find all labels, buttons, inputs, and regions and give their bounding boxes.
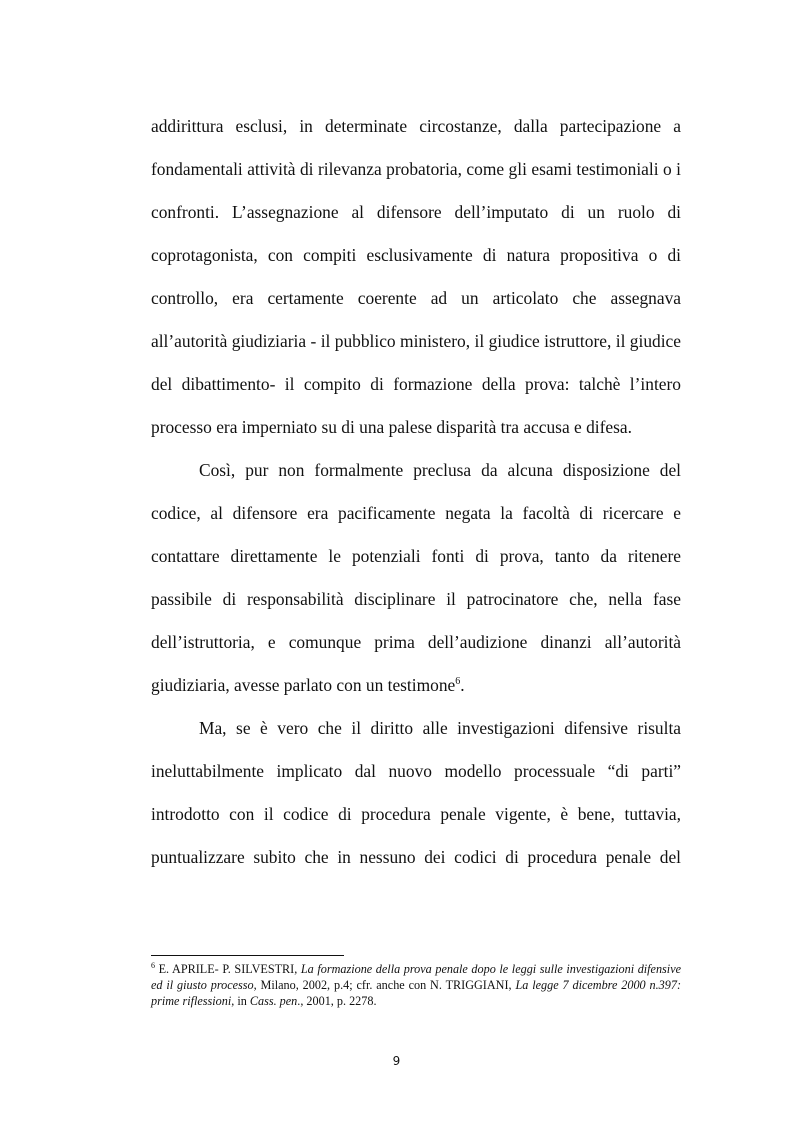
- footnote-separator: [151, 955, 344, 956]
- paragraph-3: Ma, se è vero che il diritto alle investigazioni difensive risulta ineluttabilmente implicato dal nuovo modello processuale “di parti” introdotto con il codice di procedura penale vigente, è bene, tuttavia, puntualizzare subito che in nessuno dei codici di procedura penale del: [151, 718, 681, 867]
- paragraph-2-end: .: [460, 675, 465, 695]
- footnote-journal: Cass. pen: [249, 994, 298, 1008]
- footnote-title-1: La formazione della prova penale dopo le leggi sulle investigazioni difensive ed il giusto processo: [151, 962, 682, 992]
- footnote-ref[interactable]: 6: [455, 676, 461, 688]
- paragraph-2: [151, 449, 681, 707]
- footnote-pub-2a: , in: [231, 994, 247, 1008]
- footnote-pub-2b: ., 2001, p. 2278.: [297, 994, 377, 1008]
- footnote-title-2: La legge 7 dicembre 2000 n.397: prime riflessioni: [151, 978, 682, 1008]
- body-text: [151, 105, 681, 879]
- footnote-authors: E. APRILE- P. SILVESTRI,: [158, 962, 298, 976]
- page-number: 9: [392, 1054, 401, 1068]
- footnote-number: 6: [151, 960, 155, 970]
- footnote-pub-1: , Milano, 2002, p.4; cfr. anche con N. TRIGGIANI,: [253, 978, 512, 992]
- paragraph-1: addirittura esclusi, in determinate circostanze, dalla partecipazione a fondamentali attività di rilevanza probatoria, come gli esami testimoniali o i confronti. L’assegnazione al difensore dell’imputato di un ruolo di coprotagonista, con compiti esclusivamente di natura propositiva o di controllo, era certamente coerente ad un articolato che assegnava all’autorità giudiziaria - il pubblico ministero, il giudice istruttore, il giudice del dibattimento- il compito di formazione della prova: talchè l’intero processo era imperniato su di una palese disparità tra accusa e difesa.: [151, 116, 681, 437]
- footnote: [151, 961, 681, 1009]
- paragraph-2-text: Così, pur non formalmente preclusa da alcuna disposizione del codice, al difensore era pacificamente negata la facoltà di ricercare e contattare direttamente le potenziali fonti di prova, tanto da ritenere passibile di responsabilità disciplinare il patrocinatore che, nella fase dell’istruttoria, e comunque prima dell’audizione dinanzi all’autorità giudiziaria, avesse parlato con un testimone: [151, 460, 681, 695]
